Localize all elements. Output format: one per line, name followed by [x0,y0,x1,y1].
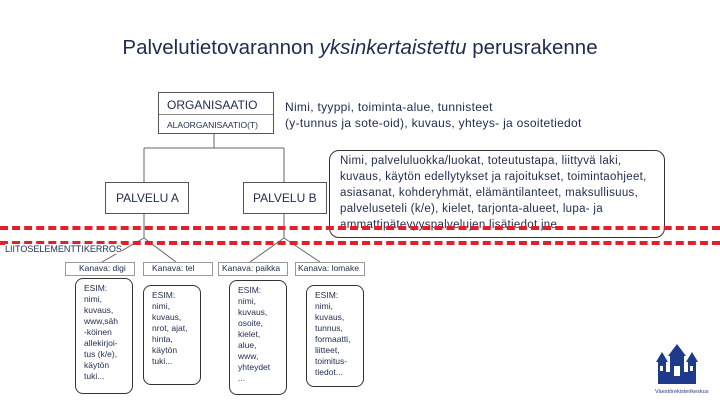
palvelu-a-label: PALVELU A [116,191,179,205]
example-tel: ESIM: nimi, kuvaus, nrot, ajat, hinta, käytön tuki... [143,285,201,385]
channel-paikka-label: Kanava: paikka [222,263,281,273]
page-title: Palvelutietovarannon yksinkertaistettu perusrakenne [122,36,598,59]
alaorganisaatio-label: ALAORGANISAATIO(T) [167,120,258,130]
channel-tel-label: Kanava: tel [152,263,195,273]
palvelu-description: Nimi, palveluluokka/luokat, toteutustapa, liittyvä laki, kuvaus, käytön edellytykset ja rajoitukset, toimintaohjeet, asiasanat, kohderyhmät, elämäntilanteet, maksullisuus, palveluseteli (k/e), kielet, tarjonta-alueet, lupa- ja ammattipätevyyspalvelujen lisätiedot jne. [340,155,647,231]
example-digi: ESIM: nimi, kuvaus, www,säh -köinen allekirjoi- tus (k/e), käytön tuki... [75,278,133,394]
organisaatio-label: ORGANISAATIO [167,98,258,112]
channel-lomake-label: Kanava: lomake [298,263,359,273]
liitoselementtikerros-label: LIITOSELEMENTTIKERROS [5,244,122,254]
organisaatio-description: Nimi, tyyppi, toiminta-alue, tunnisteet (y-tunnus ja sote-oid), kuvaus, yhteys- ja osoitetiedot [285,100,582,130]
logo-text: Väestörekisterikeskus [655,389,709,395]
channel-digi-label: Kanava: digi [79,263,126,273]
palvelu-b-label: PALVELU B [253,191,317,205]
example-lomake: ESIM: nimi, kuvaus, tunnus, formaatti, liitteet, toimitus- tiedot... [306,285,364,387]
example-paikka: ESIM: nimi, kuvaus, osoite, kielet, alue, www, yhteydet ... [229,280,287,395]
